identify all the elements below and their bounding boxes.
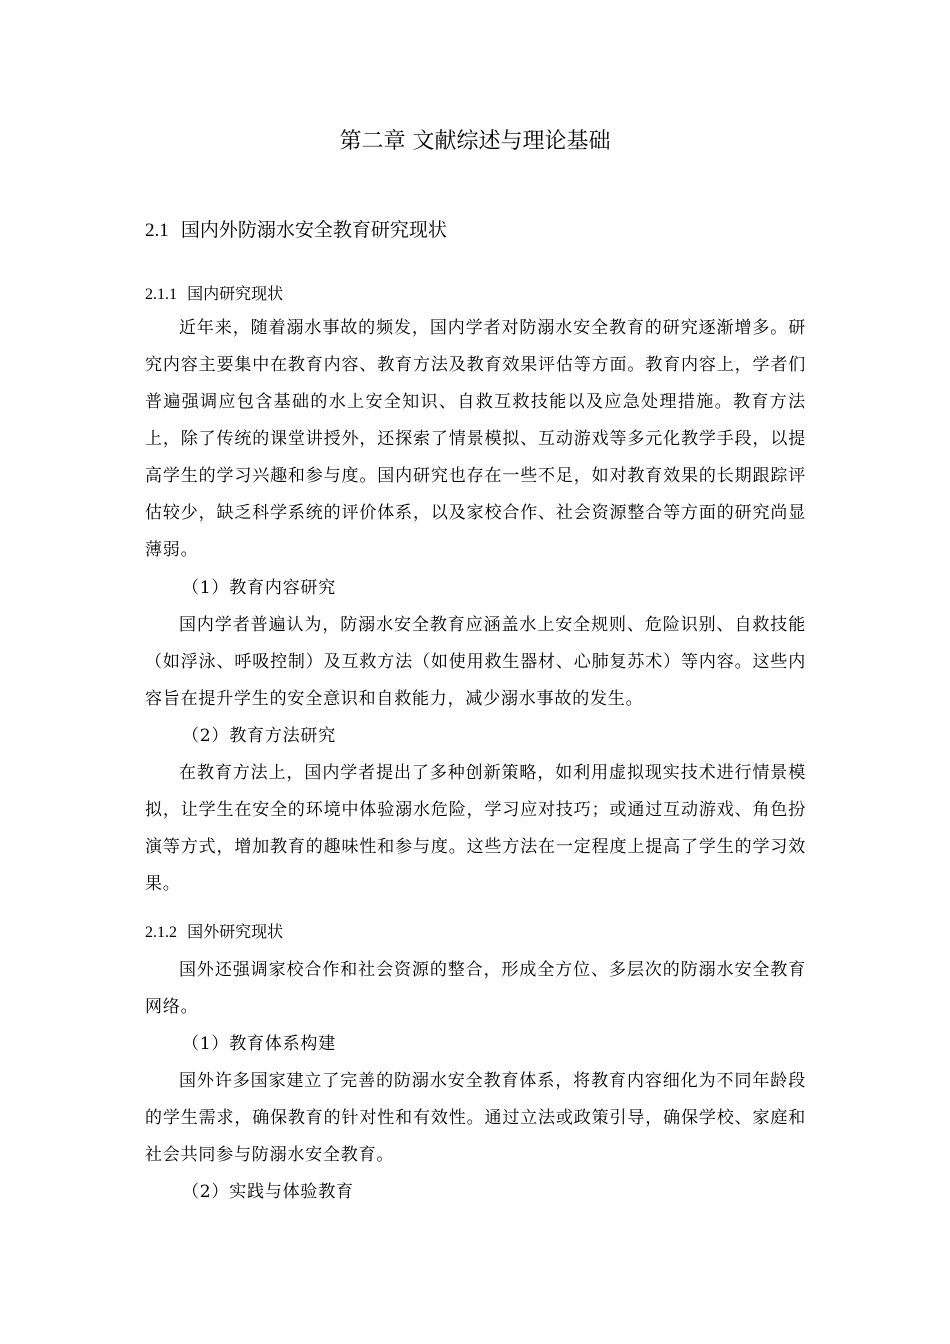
section-title: 国内外防溺水安全教育研究现状 <box>180 219 447 241</box>
paragraph-foreign-intro: 国外还强调家校合作和社会资源的整合，形成全方位、多层次的防溺水安全教育网络。 <box>145 960 806 1017</box>
chapter-title: 第二章 文献综述与理论基础 <box>339 129 611 154</box>
section-heading-2-1 <box>145 215 447 246</box>
subheading-system-construction: （1）教育体系构建 <box>182 1034 337 1054</box>
subsection-heading-2-1-2 <box>145 918 283 947</box>
subheading-method-research: （2）教育方法研究 <box>182 726 337 746</box>
paragraph-method-research: 在教育方法上，国内学者提出了多种创新策略，如利用虚拟现实技术进行情景模拟，让学生在安全的环境中体验溺水危险，学习应对技巧；或通过互动游戏、角色扮演等方式，增加教育的趣味性和参与度。这些方法在一定程度上提高了学生的学习效果。 <box>145 763 806 894</box>
subheading-content-research: （1）教育内容研究 <box>182 578 337 598</box>
subsection-number: 2.1.2 <box>145 924 177 941</box>
subsection-title: 国外研究现状 <box>187 922 284 941</box>
section-number: 2.1 <box>145 220 169 241</box>
subsection-heading-2-1-1 <box>145 280 283 309</box>
paragraph-content-research: 国内学者普遍认为，防溺水安全教育应涵盖水上安全规则、危险识别、自救技能（如浮泳、呼吸控制）及互救方法（如使用救生器材、心肺复苏术）等内容。这些内容旨在提升学生的安全意识和自救能力，减少溺水事故的发生。 <box>145 615 806 709</box>
subsection-title: 国内研究现状 <box>187 284 284 303</box>
subsection-number: 2.1.1 <box>145 286 177 303</box>
paragraph-system-construction: 国外许多国家建立了完善的防溺水安全教育体系，将教育内容细化为不同年龄段的学生需求，确保教育的针对性和有效性。通过立法或政策引导，确保学校、家庭和社会共同参与防溺水安全教育。 <box>145 1071 806 1165</box>
subheading-practice-education: （2）实践与体验教育 <box>182 1182 354 1202</box>
paragraph-domestic-intro: 近年来，随着溺水事故的频发，国内学者对防溺水安全教育的研究逐渐增多。研究内容主要集中在教育内容、教育方法及教育效果评估等方面。教育内容上，学者们普遍强调应包含基础的水上安全知识、自救互救技能以及应急处理措施。教育方法上，除了传统的课堂讲授外，还探索了情景模拟、互动游戏等多元化教学手段，以提高学生的学习兴趣和参与度。国内研究也存在一些不足，如对教育效果的长期跟踪评估较少，缺乏科学系统的评价体系，以及家校合作、社会资源整合等方面的研究尚显薄弱。 <box>145 318 806 560</box>
